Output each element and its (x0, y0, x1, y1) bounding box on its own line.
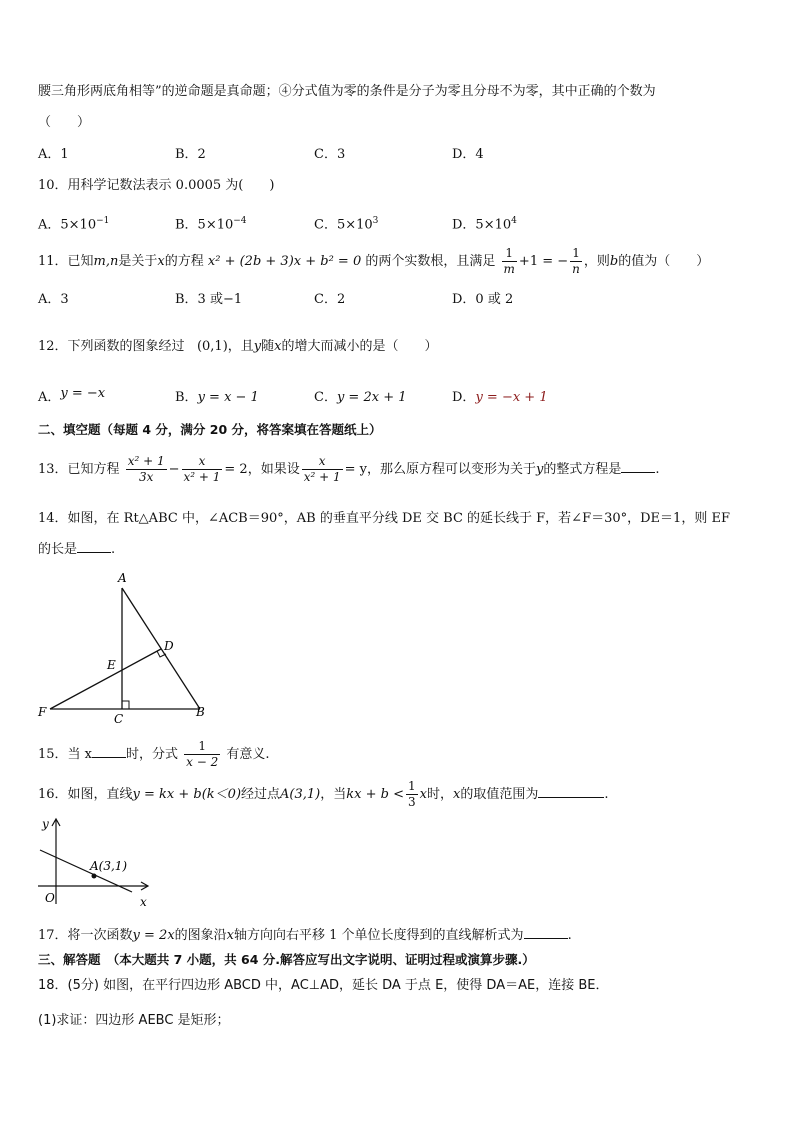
label-d: D (164, 639, 174, 653)
q9-option-b: B．2 (175, 147, 206, 162)
label-y: y (42, 817, 49, 831)
q11-equation: x² + (2b + 3)x + b² = 0 (207, 254, 362, 269)
q12-option-c: C．y = 2x + 1 (314, 390, 407, 405)
q12-option-a: A．y = −x (38, 386, 106, 405)
q13-stem: 13．已知方程 $\frac{\text{x² + 1}}{3x}$ − $\frac{x}{\text{x² + 1}}$ = 2，如果设 $\frac{x}{\text{x² + 1}}$ = y，那么原方程可以变形为关于y的整式方程是 . (38, 454, 660, 484)
q10-stem: 10．用科学记数法表示 0.0005 为( ) (38, 178, 275, 193)
q14-answer-blank[interactable] (77, 540, 111, 553)
q13-answer-blank[interactable] (621, 460, 655, 473)
label-o: O (45, 891, 55, 905)
q10-option-c: C．$5\times 10^3$ (314, 216, 379, 233)
q12-option-d: D．y = −x + 1 (452, 390, 548, 405)
q11-option-a: A．3 (38, 292, 69, 307)
q13-fraction-3: $\frac{x}{\text{x² + 1}}$ (303, 454, 341, 484)
q9-option-d: D．4 (452, 147, 484, 162)
label-b: B (196, 705, 205, 719)
segment-fd (50, 649, 161, 709)
point-a (92, 874, 97, 879)
label-x: x (140, 895, 147, 909)
q11-option-d: D．0 或 2 (452, 292, 514, 307)
q15-fraction: $\frac{1}{x - 2}$ (186, 739, 219, 769)
q10-option-a: A．$5\times 10^{-1}$ (38, 216, 110, 233)
q16-answer-blank[interactable] (538, 785, 604, 798)
q16-line-graph (30, 812, 160, 912)
q14-stem-line2: 的长是 . (38, 542, 116, 557)
q12-option-b: B．y = x − 1 (175, 390, 259, 405)
q16-stem: 16．如图，直线y = kx + b(k＜0)经过点A(3,1)，当kx + b < $\frac{1}{3}$ x时，x的取值范围为 . (38, 779, 609, 809)
label-e: E (107, 658, 116, 672)
section-3-heading: 三、解答题 （本大题共 7 小题，共 64 分.解答应写出文字说明、证明过程或演算步骤.） (38, 952, 535, 967)
segment-ab (122, 588, 200, 709)
q10-option-b: B．$5\times 10^{-4}$ (175, 216, 247, 233)
q9-option-c: C．3 (314, 147, 346, 162)
q11-fraction-1-over-n: $\frac{1}{n}$ (572, 246, 580, 276)
q14-triangle-figure (30, 568, 220, 728)
q18-stem: 18．(5分) 如图，在平行四边形 ABCD 中，AC⊥AD，延长 DA 于点 E，使得 DA＝AE，连接 BE． (38, 978, 609, 993)
q17-stem: 17．将一次函数y = 2x的图象沿x轴方向向右平移 1 个单位长度得到的直线解析式为 . (38, 928, 572, 943)
q12-point: (0,1) (196, 339, 228, 354)
q9-stem-continued: 腰三角形两底角相等”的逆命题是真命题；④分式值为零的条件是分子为零且分母不为零，其中正确的个数为 (38, 84, 656, 99)
q9-option-a: A．1 (38, 147, 69, 162)
label-a-point: A(3,1) (90, 859, 128, 873)
q11-option-c: C．2 (314, 292, 346, 307)
q15-stem: 15．当 x 时，分式 $\frac{1}{x - 2}$ 有意义. (38, 739, 270, 769)
right-angle-c (122, 701, 129, 709)
label-f: F (38, 705, 47, 719)
label-c: C (114, 712, 124, 726)
q17-answer-blank[interactable] (524, 926, 568, 939)
q12-stem: 12．下列函数的图象经过 (0,1)，且y随x的增大而减小的是（ ） (38, 339, 438, 354)
q13-fraction-1: $\frac{\text{x² + 1}}{3x}$ (127, 454, 165, 484)
q11-stem: 11．已知m,n是关于x的方程 x² + (2b + 3)x + b² = 0 的两个实数根，且满足 $\frac{1}{m}$ +1 = − $\frac{1}{n}$ ，则b的值为（ ） (38, 246, 710, 276)
q13-fraction-2: $\frac{x}{\text{x² + 1}}$ (183, 454, 221, 484)
section-2-heading: 二、填空题（每题 4 分，满分 20 分，将答案填在答题纸上） (38, 422, 382, 437)
q15-answer-blank[interactable] (92, 745, 126, 758)
q10-option-d: D．$5\times 10^4$ (452, 216, 517, 233)
q11-option-b: B．3 或−1 (175, 292, 243, 307)
q16-fraction-one-third: $\frac{1}{3}$ (408, 779, 416, 809)
label-a: A (118, 571, 127, 585)
q14-stem-line1: 14．如图，在 Rt△ABC 中，∠ACB＝90°，AB 的垂直平分线 DE 交 BC 的延长线于 F，若∠F＝30°，DE＝1，则 EF (38, 511, 730, 526)
q9-answer-brackets: （ ） (38, 115, 91, 130)
q18-part-1: (1)求证：四边形 AEBC 是矩形； (38, 1013, 230, 1028)
q11-fraction-1-over-m: $\frac{1}{m}$ (503, 246, 515, 276)
